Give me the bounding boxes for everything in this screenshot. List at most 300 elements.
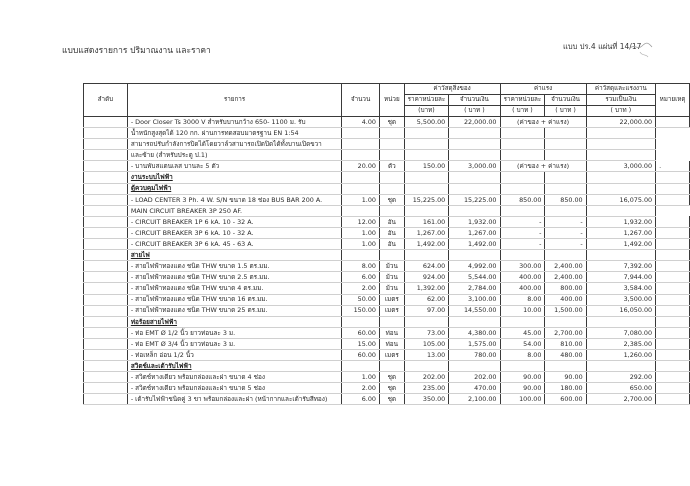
labor-unit-price-cell: 90.00	[500, 383, 545, 394]
empty-cell	[449, 183, 500, 194]
empty-cell	[379, 172, 404, 183]
table-row	[84, 227, 690, 238]
unit-cell: เมตร	[379, 349, 404, 360]
remark-cell: .	[656, 161, 690, 172]
labor-amount-cell: 850.00	[545, 194, 586, 205]
empty-cell	[545, 128, 586, 139]
table-row	[84, 239, 690, 250]
quantity-cell: 2.00	[342, 283, 380, 294]
item-description: - สายไฟฟ้าทองแดง ชนิด THW ขนาด 2.5 ตร.มม.	[127, 272, 341, 283]
labor-amount-cell: 480.00	[545, 349, 586, 360]
material-unit-price-cell: 235.00	[404, 383, 449, 394]
total-amount-cell: 1,267.00	[586, 227, 655, 238]
empty-cell	[586, 250, 655, 261]
row-no-cell	[84, 305, 128, 316]
table-row	[84, 294, 690, 305]
empty-cell	[449, 316, 500, 327]
row-no-cell	[84, 394, 128, 405]
unit-cell: ชุด	[379, 383, 404, 394]
remark-cell	[656, 372, 690, 383]
empty-cell	[404, 150, 449, 161]
row-no-cell	[84, 139, 128, 150]
labor-amount-cell: 1,500.00	[545, 305, 586, 316]
total-amount-cell: 1,260.00	[586, 349, 655, 360]
section-title-cell	[127, 183, 341, 194]
empty-cell	[586, 205, 655, 216]
item-description: - CIRCUIT BREAKER 3P 6 kA. 10 - 32 A.	[127, 227, 341, 238]
table-row-continuation	[84, 150, 690, 161]
table-row	[84, 372, 690, 383]
table-row	[84, 338, 690, 349]
labor-unit-price-cell: -	[500, 216, 545, 227]
empty-cell	[449, 139, 500, 150]
labor-amount-cell: 90.00	[545, 372, 586, 383]
empty-cell	[586, 316, 655, 327]
table-row	[84, 305, 690, 316]
total-amount-cell: 16,075.00	[586, 194, 655, 205]
empty-cell	[545, 183, 586, 194]
quantity-cell: 1.00	[342, 227, 380, 238]
section-title-cell	[127, 250, 341, 261]
table-row-continuation	[84, 205, 690, 216]
quantity-cell: 6.00	[342, 272, 380, 283]
material-unit-price-cell: 5,500.00	[404, 117, 449, 128]
labor-unit-price-cell: 90.00	[500, 372, 545, 383]
total-amount-cell: 650.00	[586, 383, 655, 394]
section-title: ตู้ควบคุมไฟฟ้า	[130, 184, 172, 193]
material-amount-cell: 3,000.00	[449, 161, 500, 172]
empty-cell	[500, 172, 545, 183]
empty-cell	[379, 139, 404, 150]
empty-cell	[379, 150, 404, 161]
material-unit-price-cell: 1,392.00	[404, 283, 449, 294]
remark-cell	[656, 383, 690, 394]
empty-cell	[379, 205, 404, 216]
quantity-cell: 50.00	[342, 294, 380, 305]
remark-cell	[656, 194, 690, 205]
total-amount-cell: 7,392.00	[586, 261, 655, 272]
total-amount-cell: 2,385.00	[586, 338, 655, 349]
section-title: งานระบบไฟฟ้า	[130, 173, 173, 182]
empty-cell	[342, 150, 380, 161]
item-description: - CIRCUIT BREAKER 1P 6 kA. 10 - 32 A.	[127, 216, 341, 227]
material-amount-cell: 2,100.00	[449, 394, 500, 405]
table-row	[84, 261, 690, 272]
empty-cell	[545, 150, 586, 161]
item-description: - สายไฟฟ้าทองแดง ชนิด THW ขนาด 25 ตร.มม.	[127, 305, 341, 316]
quantity-cell: 1.00	[342, 239, 380, 250]
empty-cell	[500, 316, 545, 327]
empty-cell	[586, 128, 655, 139]
quantity-cell: 1.00	[342, 194, 380, 205]
material-unit-price-cell: 15,225.00	[404, 194, 449, 205]
row-no-cell	[84, 294, 128, 305]
unit-cell: อัน	[379, 216, 404, 227]
table-body	[84, 117, 690, 405]
item-description: - สายไฟฟ้าทองแดง ชนิด THW ขนาด 16 ตร.มม.	[127, 294, 341, 305]
col-qty-header: จำนวน	[342, 84, 380, 117]
row-no-cell	[84, 261, 128, 272]
row-no-cell	[84, 117, 128, 128]
labor-unit-price-cell: 10.00	[500, 305, 545, 316]
row-no-cell	[84, 383, 128, 394]
labor-unit-price-cell: 300.00	[500, 261, 545, 272]
empty-cell	[342, 361, 380, 372]
item-description: - ท่อ EMT Ø 3/4 นิ้ว ยาวท่อนละ 3 ม.	[127, 338, 341, 349]
material-unit-price-cell: 1,492.00	[404, 239, 449, 250]
empty-cell	[500, 205, 545, 216]
material-unit-price-cell: 73.00	[404, 327, 449, 338]
row-no-cell	[84, 172, 128, 183]
col-item-header: รายการ	[127, 84, 341, 117]
unit-cell: เมตร	[379, 294, 404, 305]
section-row	[84, 172, 690, 183]
item-description: - ท่อ EMT Ø 1/2 นิ้ว ยาวท่อนละ 3 ม.	[127, 327, 341, 338]
empty-cell	[586, 361, 655, 372]
empty-cell	[500, 183, 545, 194]
quantity-cell: 6.00	[342, 394, 380, 405]
remark-cell	[656, 239, 690, 250]
material-unit-price-cell: 1,267.00	[404, 227, 449, 238]
material-unit-price-currency: (บาท)	[404, 106, 449, 117]
quantity-cell: 8.00	[342, 261, 380, 272]
col-no-header: ลำดับ	[84, 84, 128, 117]
material-amount-cell: 202.00	[449, 372, 500, 383]
quantity-cell: 60.00	[342, 349, 380, 360]
unit-cell: ม้วน	[379, 261, 404, 272]
empty-cell	[379, 128, 404, 139]
empty-cell	[449, 128, 500, 139]
row-no-cell	[84, 183, 128, 194]
empty-cell	[586, 150, 655, 161]
quantity-cell: 2.00	[342, 383, 380, 394]
empty-cell	[545, 139, 586, 150]
item-description: สามารถปรับกำลังการปิดได้โดยวาล์วสามารถเปิดปิดได้ทั้งบานเปิดขวา	[127, 139, 341, 150]
quantity-cell: 15.00	[342, 338, 380, 349]
material-unit-price-cell: 161.00	[404, 216, 449, 227]
material-amount-currency: ( บาท )	[449, 106, 500, 117]
section-row	[84, 183, 690, 194]
empty-cell	[656, 183, 690, 194]
item-description: - เต้ารับไฟฟ้าชนิดคู่ 3 ขา พร้อมกล่องและฝา (หน้ากากและเต้ารับสีทอง)	[127, 394, 341, 405]
unit-cell: ชุด	[379, 394, 404, 405]
labor-amount-cell: 180.00	[545, 383, 586, 394]
labor-unit-price-currency: ( บาท )	[500, 106, 545, 117]
empty-cell	[404, 139, 449, 150]
empty-cell	[449, 250, 500, 261]
row-no-cell	[84, 128, 128, 139]
labor-amount-cell: -	[545, 216, 586, 227]
labor-unit-price-cell: -	[500, 239, 545, 250]
total-amount-cell: 3,584.00	[586, 283, 655, 294]
empty-cell	[656, 316, 690, 327]
material-amount-cell: 5,544.00	[449, 272, 500, 283]
quantity-cell: 4.00	[342, 117, 380, 128]
table-row	[84, 216, 690, 227]
material-amount-cell: 14,550.00	[449, 305, 500, 316]
table-row	[84, 161, 690, 172]
table-row	[84, 349, 690, 360]
unit-cell: ตัว	[379, 161, 404, 172]
empty-cell	[342, 128, 380, 139]
row-no-cell	[84, 150, 128, 161]
labor-note-cell: (ค่าของ + ค่าแรง)	[500, 117, 586, 128]
material-group-header: ค่าวัสดุสิ่งของ	[404, 84, 500, 95]
empty-cell	[342, 172, 380, 183]
item-description: - สายไฟฟ้าทองแดง ชนิด THW ขนาด 4 ตร.มม.	[127, 283, 341, 294]
table-row	[84, 327, 690, 338]
unit-cell: เมตร	[379, 305, 404, 316]
empty-cell	[379, 316, 404, 327]
material-amount-cell: 1,575.00	[449, 338, 500, 349]
labor-unit-price-cell: 8.00	[500, 294, 545, 305]
section-title-cell	[127, 361, 341, 372]
quantity-cell: 20.00	[342, 161, 380, 172]
quantity-cell: 60.00	[342, 327, 380, 338]
unit-cell: ม้วน	[379, 272, 404, 283]
material-amount-cell: 3,100.00	[449, 294, 500, 305]
material-unit-price-cell: 62.00	[404, 294, 449, 305]
quantity-cell: 1.00	[342, 372, 380, 383]
section-title: ท่อร้อยสายไฟฟ้า	[130, 317, 177, 326]
section-row	[84, 316, 690, 327]
empty-cell	[449, 172, 500, 183]
remark-cell	[656, 283, 690, 294]
material-amount-cell: 4,380.00	[449, 327, 500, 338]
labor-unit-price-cell: -	[500, 227, 545, 238]
empty-cell	[404, 316, 449, 327]
labor-unit-price-cell: 54.00	[500, 338, 545, 349]
labor-amount-header: จำนวนเงิน	[545, 95, 586, 106]
empty-cell	[404, 172, 449, 183]
item-description: - ท่อเหล็ก อ่อน 1/2 นิ้ว	[127, 349, 341, 360]
section-row	[84, 361, 690, 372]
total-amount-cell: 7,944.00	[586, 272, 655, 283]
material-unit-price-cell: 624.00	[404, 261, 449, 272]
labor-unit-price-cell: 8.00	[500, 349, 545, 360]
remark-cell	[656, 227, 690, 238]
remark-cell	[656, 305, 690, 316]
empty-cell	[545, 250, 586, 261]
total-amount-cell: 3,500.00	[586, 294, 655, 305]
row-no-cell	[84, 239, 128, 250]
col-unit-header: หน่วย	[379, 84, 404, 117]
empty-cell	[500, 139, 545, 150]
unit-cell: ชุด	[379, 117, 404, 128]
labor-amount-currency: ( บาท )	[545, 106, 586, 117]
row-no-cell	[84, 161, 128, 172]
table-row	[84, 272, 690, 283]
item-description: MAIN CIRCUIT BREAKER 3P 250 AF.	[127, 205, 341, 216]
empty-cell	[379, 361, 404, 372]
item-description: - สวิตช์ทางเดียว พร้อมกล่องและฝา ขนาด 5 ช่อง	[127, 383, 341, 394]
empty-cell	[342, 139, 380, 150]
section-title-cell	[127, 172, 341, 183]
table-row	[84, 283, 690, 294]
empty-cell	[500, 250, 545, 261]
empty-cell	[404, 128, 449, 139]
material-unit-price-cell: 924.00	[404, 272, 449, 283]
empty-cell	[449, 361, 500, 372]
signature-mark	[628, 40, 654, 60]
material-unit-price-cell: 202.00	[404, 372, 449, 383]
empty-cell	[656, 361, 690, 372]
remark-cell	[656, 261, 690, 272]
empty-cell	[404, 250, 449, 261]
item-description: น้ำหนักสูงสุดได้ 120 กก. ผ่านการทดสอบมาตรฐาน EN 1:54	[127, 128, 341, 139]
material-amount-cell: 22,000.00	[449, 117, 500, 128]
row-no-cell	[84, 338, 128, 349]
labor-amount-cell: 400.00	[545, 294, 586, 305]
empty-cell	[586, 172, 655, 183]
remark-cell	[656, 272, 690, 283]
remark-cell	[656, 294, 690, 305]
row-no-cell	[84, 216, 128, 227]
unit-cell: ท่อน	[379, 338, 404, 349]
unit-cell: ชุด	[379, 194, 404, 205]
material-amount-cell: 15,225.00	[449, 194, 500, 205]
empty-cell	[545, 205, 586, 216]
labor-amount-cell: 2,400.00	[545, 272, 586, 283]
item-description: - Door Closer Ts 3000 V สำหรับบานกว้าง 650- 1100 ม. รับ	[127, 117, 341, 128]
section-title-cell	[127, 316, 341, 327]
table-row	[84, 117, 690, 128]
empty-cell	[500, 361, 545, 372]
remark-cell	[656, 117, 690, 128]
labor-amount-cell: 810.00	[545, 338, 586, 349]
remark-cell	[656, 216, 690, 227]
item-description: - บานพับสแตนเลส บานละ 5 ตัว	[127, 161, 341, 172]
empty-cell	[586, 139, 655, 150]
total-amount-cell: 1,492.00	[586, 239, 655, 250]
labor-group-header: ค่าแรง	[500, 84, 586, 95]
empty-cell	[342, 250, 380, 261]
material-unit-price-cell: 105.00	[404, 338, 449, 349]
quantity-cell: 150.00	[342, 305, 380, 316]
unit-cell: ท่อน	[379, 327, 404, 338]
empty-cell	[586, 183, 655, 194]
table-row	[84, 394, 690, 405]
material-amount-header: จำนวนเงิน	[449, 95, 500, 106]
labor-unit-price-cell: 45.00	[500, 327, 545, 338]
row-no-cell	[84, 272, 128, 283]
labor-amount-cell: 800.00	[545, 283, 586, 294]
material-unit-price-header: ราคาหน่วยละ	[404, 95, 449, 106]
material-amount-cell: 1,267.00	[449, 227, 500, 238]
material-amount-cell: 1,932.00	[449, 216, 500, 227]
unit-cell: อัน	[379, 239, 404, 250]
material-amount-cell: 470.00	[449, 383, 500, 394]
material-amount-cell: 780.00	[449, 349, 500, 360]
empty-cell	[545, 172, 586, 183]
total-amount-currency: ( บาท )	[586, 106, 655, 117]
section-title: สวิตช์และเต้ารับไฟฟ้า	[130, 361, 192, 370]
labor-unit-price-cell: 100.00	[500, 394, 545, 405]
empty-cell	[500, 128, 545, 139]
col-remark-header: หมายเหตุ	[656, 84, 690, 117]
empty-cell	[656, 250, 690, 261]
row-no-cell	[84, 194, 128, 205]
empty-cell	[449, 150, 500, 161]
total-amount-cell: 2,700.00	[586, 394, 655, 405]
empty-cell	[379, 250, 404, 261]
form-page-reference: แบบ ปร.4 แผ่นที่ 14/17	[563, 42, 642, 51]
empty-cell	[379, 183, 404, 194]
empty-cell	[449, 205, 500, 216]
table-row	[84, 383, 690, 394]
page-title: แบบแสดงรายการ ปริมาณงาน และราคา	[62, 46, 211, 56]
total-amount-header: รวมเป็นเงิน	[586, 95, 655, 106]
material-unit-price-cell: 350.00	[404, 394, 449, 405]
material-unit-price-cell: 97.00	[404, 305, 449, 316]
row-no-cell	[84, 283, 128, 294]
total-amount-cell: 292.00	[586, 372, 655, 383]
material-amount-cell: 4,992.00	[449, 261, 500, 272]
unit-cell: ม้วน	[379, 283, 404, 294]
table-header	[84, 84, 690, 117]
row-no-cell	[84, 205, 128, 216]
row-no-cell	[84, 250, 128, 261]
empty-cell	[404, 361, 449, 372]
total-amount-cell: 3,000.00	[586, 161, 655, 172]
section-row	[84, 250, 690, 261]
empty-cell	[342, 205, 380, 216]
total-group-header: ค่าวัสดุและแรงงาน	[586, 84, 655, 95]
item-description: - สายไฟฟ้าทองแดง ชนิด THW ขนาด 1.5 ตร.มม.	[127, 261, 341, 272]
labor-amount-cell: -	[545, 227, 586, 238]
section-title: สายไฟ	[130, 250, 150, 259]
material-amount-cell: 2,784.00	[449, 283, 500, 294]
remark-cell	[656, 349, 690, 360]
empty-cell	[545, 316, 586, 327]
material-unit-price-cell: 150.00	[404, 161, 449, 172]
remark-cell	[656, 394, 690, 405]
remark-cell	[656, 338, 690, 349]
table-row-continuation	[84, 128, 690, 139]
total-amount-cell: 16,050.00	[586, 305, 655, 316]
item-description: - สวิตช์ทางเดียว พร้อมกล่องและฝา ขนาด 4 ช่อง	[127, 372, 341, 383]
row-no-cell	[84, 349, 128, 360]
labor-unit-price-cell: 400.00	[500, 283, 545, 294]
empty-cell	[545, 361, 586, 372]
row-no-cell	[84, 316, 128, 327]
material-amount-cell: 1,492.00	[449, 239, 500, 250]
labor-amount-cell: 600.00	[545, 394, 586, 405]
unit-cell: อัน	[379, 227, 404, 238]
labor-unit-price-cell: 850.00	[500, 194, 545, 205]
total-amount-cell: 7,080.00	[586, 327, 655, 338]
item-description: - LOAD CENTER 3 Ph. 4 W. S/N ขนาด 18 ช่อง BUS BAR 200 A.	[127, 194, 341, 205]
empty-cell	[342, 183, 380, 194]
row-no-cell	[84, 227, 128, 238]
labor-amount-cell: -	[545, 239, 586, 250]
row-no-cell	[84, 327, 128, 338]
empty-cell	[404, 183, 449, 194]
row-no-cell	[84, 372, 128, 383]
empty-cell	[500, 150, 545, 161]
unit-cell: ชุด	[379, 372, 404, 383]
remark-cell	[656, 327, 690, 338]
empty-cell	[404, 205, 449, 216]
labor-unit-price-cell: 400.00	[500, 272, 545, 283]
table-row-continuation	[84, 139, 690, 150]
labor-amount-cell: 2,400.00	[545, 261, 586, 272]
labor-unit-price-header: ราคาหน่วยละ	[500, 95, 545, 106]
labor-amount-cell: 2,700.00	[545, 327, 586, 338]
total-amount-cell: 1,932.00	[586, 216, 655, 227]
item-description: และซ้าย (สำหรับประตู ป.1)	[127, 150, 341, 161]
boq-table	[83, 83, 690, 405]
